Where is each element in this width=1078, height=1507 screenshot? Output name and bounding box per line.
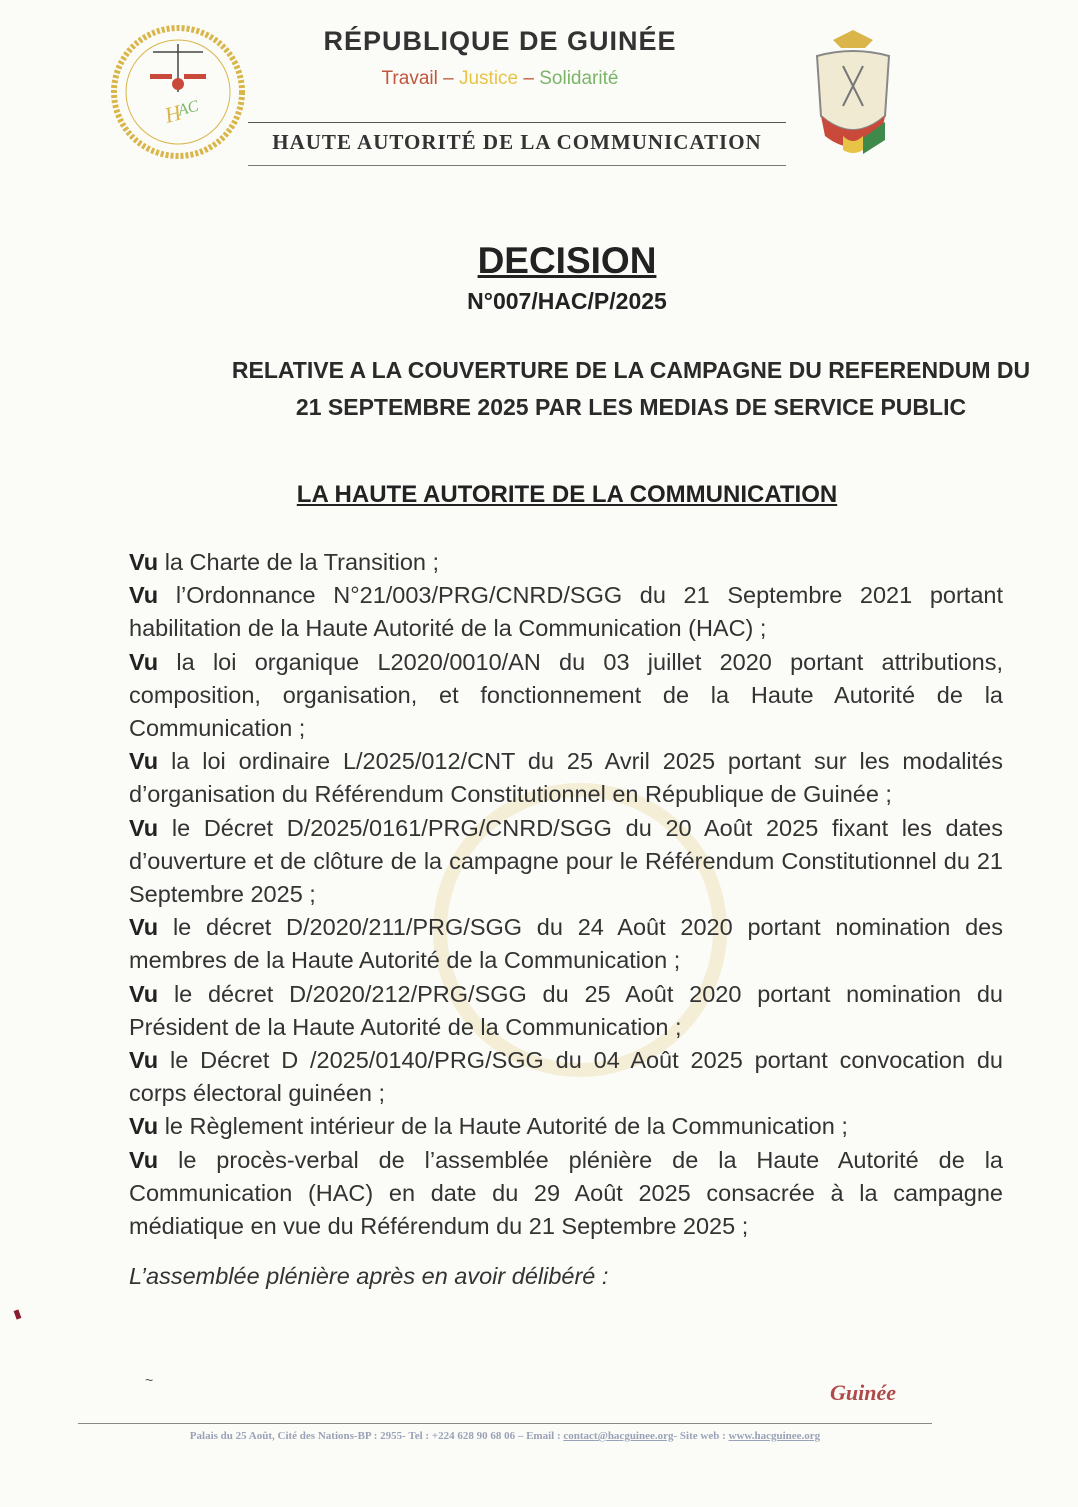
guinee-signature: Guinée	[830, 1380, 896, 1405]
motto-separator: –	[437, 68, 459, 89]
motto-separator: –	[518, 68, 540, 89]
footer-website-link[interactable]: www.hacguinee.org	[728, 1430, 821, 1442]
footer-divider	[78, 1423, 932, 1424]
svg-text:H: H	[162, 99, 184, 128]
footer-contact	[78, 1430, 932, 1442]
footer-email-link[interactable]: contact@hacguinee.org	[563, 1430, 674, 1442]
considerations-list	[129, 546, 1003, 1243]
decision-number: N°007/HAC/P/2025	[467, 288, 667, 314]
section-heading: LA HAUTE AUTORITE DE LA COMMUNICATION	[296, 481, 838, 508]
vu-prefix: Vu	[129, 748, 159, 775]
coat-of-arms	[793, 26, 913, 166]
vu-prefix: Vu	[129, 1113, 159, 1140]
consideration-item	[129, 745, 1003, 811]
consideration-text: le décret D/2020/211/PRG/SGG du 24 Août 2020 portant nomination des membres de la Haute Autorité de la Communication ;	[129, 914, 1003, 974]
consideration-text: le Décret D/2025/0161/PRG/CNRD/SGG du 20 Août 2025 fixant les dates d’ouverture et de clôture de la campagne pour le Référendum Constitutionnel du 21 Septembre 2025 ;	[129, 814, 1004, 908]
vu-prefix: Vu	[129, 582, 159, 609]
header-divider-top	[248, 122, 786, 123]
subject-line-2: 21 SEPTEMBRE 2025 PAR LES MEDIAS DE SERVICE PUBLIC	[295, 394, 967, 420]
svg-text:AC: AC	[176, 97, 201, 120]
vu-prefix: Vu	[129, 1047, 159, 1074]
header-divider-bottom	[248, 165, 786, 166]
decision-subject	[130, 352, 1078, 426]
consideration-item	[129, 546, 1003, 579]
consideration-item	[129, 911, 1003, 977]
national-motto	[250, 68, 750, 90]
consideration-item	[129, 812, 1003, 912]
consideration-text: l’Ordonnance N°21/003/PRG/CNRD/SGG du 21 Septembre 2021 portant habilitation de la Haute Autorité de la Communication (HAC) ;	[129, 582, 1004, 642]
footer-site-label: - Site web :	[673, 1430, 729, 1442]
footer-address: Palais du 25 Août, Cité des Nations-BP : 2955- Tel : +224 628 90 68 06 – Email :	[189, 1430, 564, 1442]
vu-prefix: Vu	[129, 1146, 159, 1173]
country-name: RÉPUBLIQUE DE GUINÉE	[323, 26, 677, 56]
consideration-text: le décret D/2020/212/PRG/SGG du 25 Août 2020 portant nomination du Président de la Haute Autorité de la Communication ;	[129, 980, 1003, 1040]
authority-name: HAUTE AUTORITÉ DE LA COMMUNICATION	[272, 130, 762, 154]
consideration-item	[129, 646, 1003, 746]
motto-word-travail: Travail	[381, 68, 438, 89]
consideration-text: la loi organique L2020/0010/AN du 03 juillet 2020 portant attributions, composition, organisation, et fonctionnement de la Haute Autorité de la Communication ;	[129, 648, 1003, 742]
vu-prefix: Vu	[129, 914, 159, 941]
motto-word-solidarite: Solidarité	[539, 68, 619, 89]
ink-mark: ~	[145, 1372, 154, 1388]
decision-title: DECISION	[477, 240, 657, 281]
consideration-item	[129, 1144, 1003, 1244]
ink-mark	[14, 1309, 22, 1319]
motto-word-justice: Justice	[458, 68, 519, 89]
consideration-item	[129, 579, 1003, 645]
consideration-text: le Règlement intérieur de la Haute Autorité de la Communication ;	[164, 1113, 848, 1140]
consideration-item	[129, 978, 1003, 1044]
hac-logo	[108, 22, 248, 162]
vu-prefix: Vu	[129, 648, 159, 675]
consideration-text: la Charte de la Transition ;	[164, 549, 440, 575]
consideration-text: la loi ordinaire L/2025/012/CNT du 25 Avril 2025 portant sur les modalités d’organisation du Référendum Constitutionnel en République de Guinée ;	[129, 748, 1004, 808]
consideration-item	[129, 1110, 1003, 1143]
consideration-text: le procès-verbal de l’assemblée plénière de la Haute Autorité de la Communication (HAC) en date du 29 Août 2025 consacrée à la campagne médiatique en vue du Référendum du 21 Septembre 2025 ;	[129, 1146, 1004, 1240]
closing-statement: L’assemblée plénière après en avoir délibéré :	[129, 1263, 609, 1289]
vu-prefix: Vu	[129, 814, 159, 841]
consideration-text: le Décret D /2025/0140/PRG/SGG du 04 Août 2025 portant convocation du corps électoral guinéen ;	[129, 1047, 1004, 1107]
vu-prefix: Vu	[129, 549, 159, 575]
vu-prefix: Vu	[129, 980, 159, 1007]
consideration-item	[129, 1044, 1003, 1110]
subject-line-1: RELATIVE A LA COUVERTURE DE LA CAMPAGNE DU REFERENDUM DU	[231, 357, 1031, 383]
